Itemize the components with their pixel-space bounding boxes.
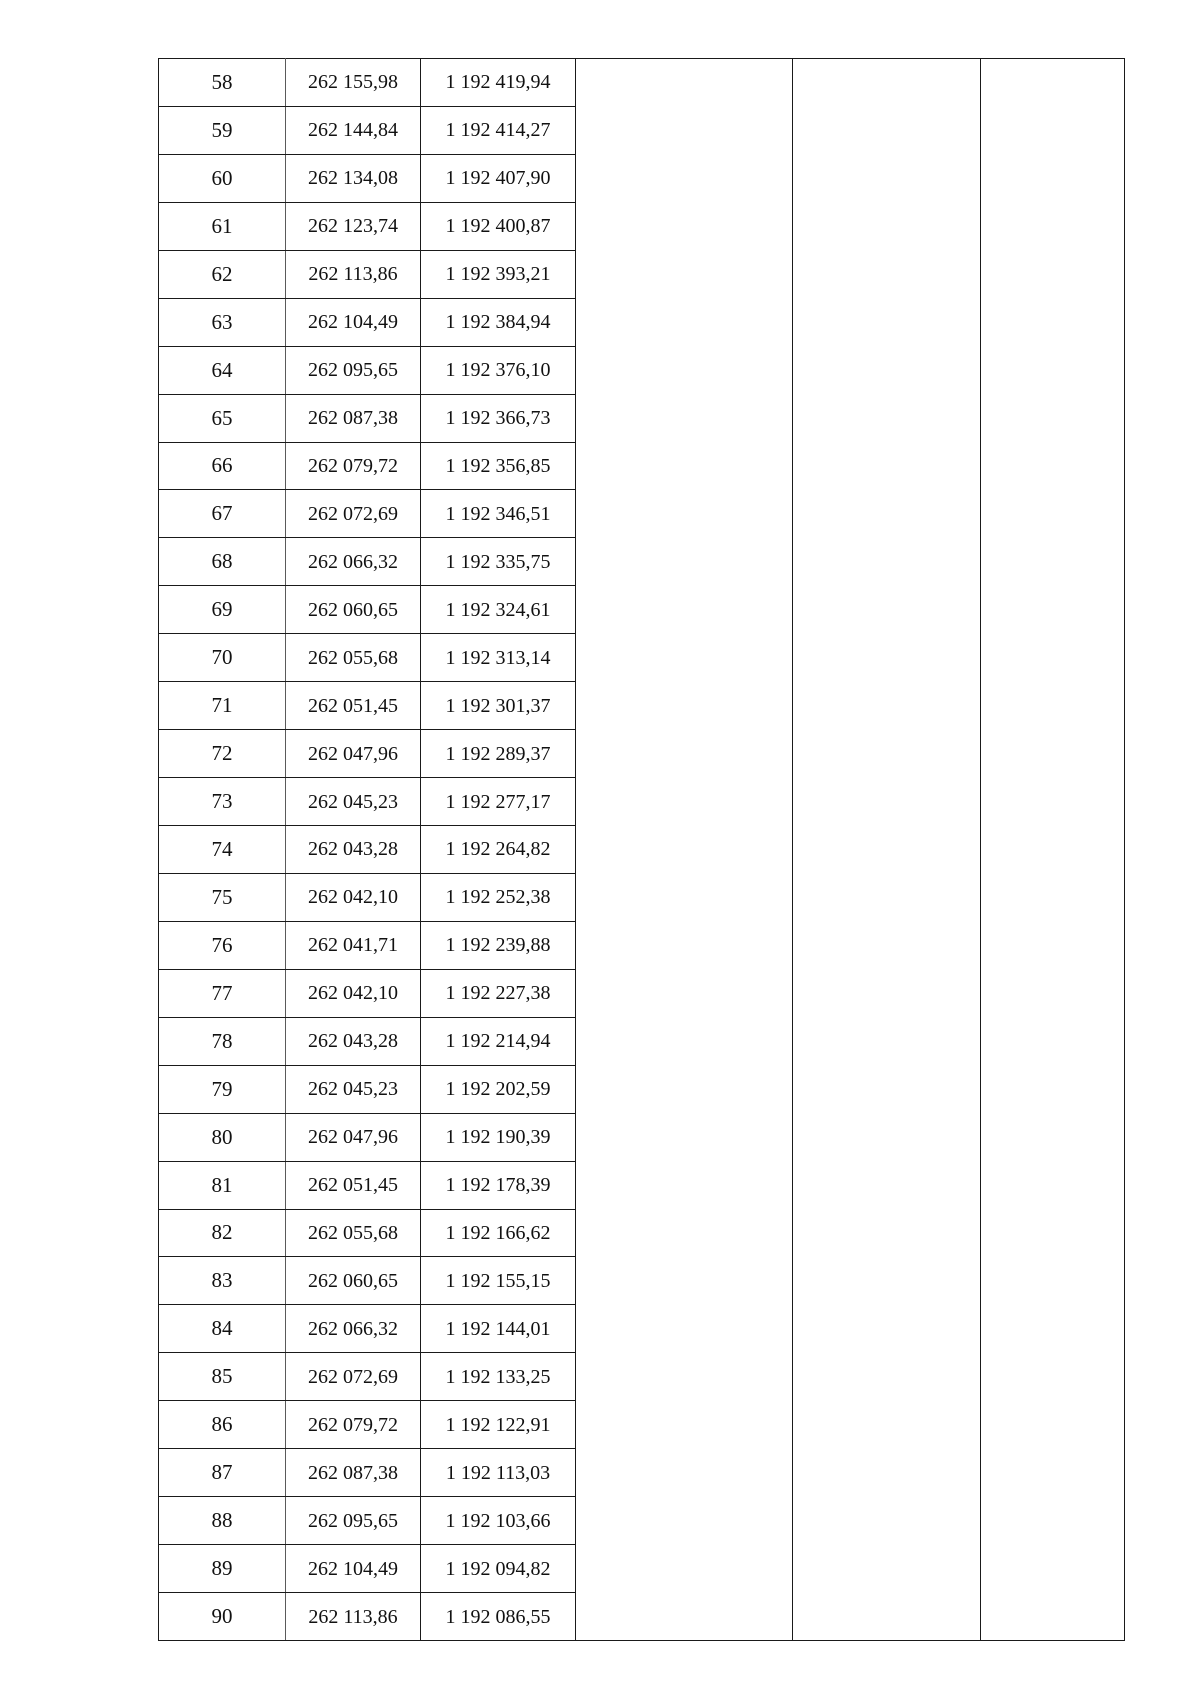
x-coordinate-cell: 262 113,86	[286, 250, 421, 298]
x-coordinate-cell: 262 095,65	[286, 1497, 421, 1545]
empty-cell-col5	[793, 1497, 981, 1545]
point-number-cell: 60	[159, 154, 286, 202]
point-number-cell: 70	[159, 634, 286, 682]
x-coordinate-cell: 262 072,69	[286, 490, 421, 538]
y-coordinate-cell: 1 192 113,03	[421, 1449, 576, 1497]
point-number-cell: 86	[159, 1401, 286, 1449]
coordinates-table	[158, 58, 1125, 1641]
empty-cell-col4	[576, 1497, 793, 1545]
empty-cell-col6	[981, 921, 1125, 969]
x-coordinate-cell: 262 066,32	[286, 538, 421, 586]
y-coordinate-cell: 1 192 103,66	[421, 1497, 576, 1545]
empty-cell-col4	[576, 1017, 793, 1065]
empty-cell-col4	[576, 682, 793, 730]
y-coordinate-cell: 1 192 252,38	[421, 873, 576, 921]
empty-cell-col4	[576, 538, 793, 586]
y-coordinate-cell: 1 192 356,85	[421, 442, 576, 490]
point-number-cell: 69	[159, 586, 286, 634]
empty-cell-col4	[576, 250, 793, 298]
table-row	[159, 1497, 1125, 1545]
empty-cell-col6	[981, 778, 1125, 826]
empty-cell-col6	[981, 1209, 1125, 1257]
point-number-cell: 78	[159, 1017, 286, 1065]
empty-cell-col4	[576, 826, 793, 874]
empty-cell-col4	[576, 442, 793, 490]
x-coordinate-cell: 262 060,65	[286, 1257, 421, 1305]
point-number-cell: 76	[159, 921, 286, 969]
y-coordinate-cell: 1 192 264,82	[421, 826, 576, 874]
point-number-cell: 89	[159, 1545, 286, 1593]
empty-cell-col4	[576, 1065, 793, 1113]
point-number-cell: 74	[159, 826, 286, 874]
y-coordinate-cell: 1 192 155,15	[421, 1257, 576, 1305]
point-number-cell: 73	[159, 778, 286, 826]
empty-cell-col5	[793, 969, 981, 1017]
x-coordinate-cell: 262 079,72	[286, 1401, 421, 1449]
empty-cell-col5	[793, 202, 981, 250]
empty-cell-col5	[793, 346, 981, 394]
empty-cell-col6	[981, 969, 1125, 1017]
y-coordinate-cell: 1 192 133,25	[421, 1353, 576, 1401]
empty-cell-col5	[793, 586, 981, 634]
empty-cell-col6	[981, 59, 1125, 107]
point-number-cell: 82	[159, 1209, 286, 1257]
x-coordinate-cell: 262 051,45	[286, 682, 421, 730]
y-coordinate-cell: 1 192 335,75	[421, 538, 576, 586]
table-row	[159, 921, 1125, 969]
table-row	[159, 1353, 1125, 1401]
table-row	[159, 346, 1125, 394]
empty-cell-col6	[981, 1497, 1125, 1545]
y-coordinate-cell: 1 192 414,27	[421, 106, 576, 154]
y-coordinate-cell: 1 192 277,17	[421, 778, 576, 826]
empty-cell-col5	[793, 921, 981, 969]
y-coordinate-cell: 1 192 324,61	[421, 586, 576, 634]
point-number-cell: 71	[159, 682, 286, 730]
table-row	[159, 1305, 1125, 1353]
x-coordinate-cell: 262 066,32	[286, 1305, 421, 1353]
empty-cell-col6	[981, 394, 1125, 442]
x-coordinate-cell: 262 042,10	[286, 873, 421, 921]
empty-cell-col6	[981, 826, 1125, 874]
table-row	[159, 969, 1125, 1017]
x-coordinate-cell: 262 072,69	[286, 1353, 421, 1401]
y-coordinate-cell: 1 192 086,55	[421, 1593, 576, 1641]
empty-cell-col6	[981, 1545, 1125, 1593]
empty-cell-col6	[981, 298, 1125, 346]
x-coordinate-cell: 262 042,10	[286, 969, 421, 1017]
x-coordinate-cell: 262 047,96	[286, 730, 421, 778]
table-row	[159, 538, 1125, 586]
point-number-cell: 75	[159, 873, 286, 921]
y-coordinate-cell: 1 192 366,73	[421, 394, 576, 442]
empty-cell-col5	[793, 682, 981, 730]
empty-cell-col5	[793, 1113, 981, 1161]
empty-cell-col6	[981, 490, 1125, 538]
x-coordinate-cell: 262 095,65	[286, 346, 421, 394]
table-row	[159, 1593, 1125, 1641]
empty-cell-col4	[576, 106, 793, 154]
empty-cell-col4	[576, 730, 793, 778]
x-coordinate-cell: 262 055,68	[286, 634, 421, 682]
empty-cell-col6	[981, 1401, 1125, 1449]
point-number-cell: 80	[159, 1113, 286, 1161]
y-coordinate-cell: 1 192 393,21	[421, 250, 576, 298]
y-coordinate-cell: 1 192 202,59	[421, 1065, 576, 1113]
empty-cell-col6	[981, 346, 1125, 394]
x-coordinate-cell: 262 144,84	[286, 106, 421, 154]
empty-cell-col4	[576, 298, 793, 346]
coordinates-table-body	[159, 59, 1125, 1641]
x-coordinate-cell: 262 060,65	[286, 586, 421, 634]
point-number-cell: 85	[159, 1353, 286, 1401]
y-coordinate-cell: 1 192 239,88	[421, 921, 576, 969]
point-number-cell: 87	[159, 1449, 286, 1497]
point-number-cell: 63	[159, 298, 286, 346]
point-number-cell: 88	[159, 1497, 286, 1545]
table-row	[159, 250, 1125, 298]
empty-cell-col5	[793, 1401, 981, 1449]
table-row	[159, 59, 1125, 107]
table-row	[159, 682, 1125, 730]
x-coordinate-cell: 262 043,28	[286, 826, 421, 874]
point-number-cell: 83	[159, 1257, 286, 1305]
y-coordinate-cell: 1 192 346,51	[421, 490, 576, 538]
x-coordinate-cell: 262 079,72	[286, 442, 421, 490]
point-number-cell: 72	[159, 730, 286, 778]
y-coordinate-cell: 1 192 190,39	[421, 1113, 576, 1161]
y-coordinate-cell: 1 192 289,37	[421, 730, 576, 778]
empty-cell-col5	[793, 1353, 981, 1401]
table-row	[159, 106, 1125, 154]
empty-cell-col6	[981, 682, 1125, 730]
empty-cell-col4	[576, 1593, 793, 1641]
table-row	[159, 586, 1125, 634]
empty-cell-col5	[793, 1593, 981, 1641]
empty-cell-col5	[793, 730, 981, 778]
empty-cell-col5	[793, 873, 981, 921]
point-number-cell: 61	[159, 202, 286, 250]
empty-cell-col6	[981, 1305, 1125, 1353]
empty-cell-col5	[793, 250, 981, 298]
empty-cell-col6	[981, 873, 1125, 921]
y-coordinate-cell: 1 192 227,38	[421, 969, 576, 1017]
x-coordinate-cell: 262 123,74	[286, 202, 421, 250]
y-coordinate-cell: 1 192 407,90	[421, 154, 576, 202]
y-coordinate-cell: 1 192 384,94	[421, 298, 576, 346]
empty-cell-col5	[793, 1017, 981, 1065]
empty-cell-col4	[576, 921, 793, 969]
point-number-cell: 77	[159, 969, 286, 1017]
x-coordinate-cell: 262 104,49	[286, 1545, 421, 1593]
x-coordinate-cell: 262 043,28	[286, 1017, 421, 1065]
empty-cell-col5	[793, 394, 981, 442]
empty-cell-col4	[576, 634, 793, 682]
empty-cell-col6	[981, 202, 1125, 250]
empty-cell-col6	[981, 1353, 1125, 1401]
x-coordinate-cell: 262 045,23	[286, 1065, 421, 1113]
empty-cell-col6	[981, 1593, 1125, 1641]
empty-cell-col4	[576, 1305, 793, 1353]
table-row	[159, 1113, 1125, 1161]
table-row	[159, 394, 1125, 442]
empty-cell-col5	[793, 1161, 981, 1209]
table-row	[159, 490, 1125, 538]
empty-cell-col5	[793, 1065, 981, 1113]
y-coordinate-cell: 1 192 122,91	[421, 1401, 576, 1449]
empty-cell-col5	[793, 59, 981, 107]
y-coordinate-cell: 1 192 144,01	[421, 1305, 576, 1353]
empty-cell-col6	[981, 1257, 1125, 1305]
table-row	[159, 826, 1125, 874]
table-row	[159, 442, 1125, 490]
x-coordinate-cell: 262 087,38	[286, 1449, 421, 1497]
empty-cell-col4	[576, 1401, 793, 1449]
y-coordinate-cell: 1 192 178,39	[421, 1161, 576, 1209]
table-row	[159, 1449, 1125, 1497]
empty-cell-col4	[576, 394, 793, 442]
empty-cell-col4	[576, 1545, 793, 1593]
empty-cell-col5	[793, 1305, 981, 1353]
empty-cell-col6	[981, 442, 1125, 490]
x-coordinate-cell: 262 041,71	[286, 921, 421, 969]
coordinates-table-container	[158, 58, 1124, 1641]
y-coordinate-cell: 1 192 313,14	[421, 634, 576, 682]
empty-cell-col4	[576, 1113, 793, 1161]
table-row	[159, 1401, 1125, 1449]
empty-cell-col4	[576, 1449, 793, 1497]
empty-cell-col5	[793, 490, 981, 538]
empty-cell-col5	[793, 778, 981, 826]
empty-cell-col4	[576, 346, 793, 394]
empty-cell-col5	[793, 442, 981, 490]
point-number-cell: 65	[159, 394, 286, 442]
y-coordinate-cell: 1 192 376,10	[421, 346, 576, 394]
empty-cell-col4	[576, 1161, 793, 1209]
table-row	[159, 1065, 1125, 1113]
empty-cell-col4	[576, 1209, 793, 1257]
empty-cell-col6	[981, 1449, 1125, 1497]
empty-cell-col6	[981, 1065, 1125, 1113]
empty-cell-col5	[793, 106, 981, 154]
point-number-cell: 81	[159, 1161, 286, 1209]
y-coordinate-cell: 1 192 419,94	[421, 59, 576, 107]
empty-cell-col6	[981, 586, 1125, 634]
x-coordinate-cell: 262 104,49	[286, 298, 421, 346]
empty-cell-col5	[793, 298, 981, 346]
empty-cell-col4	[576, 490, 793, 538]
empty-cell-col4	[576, 1353, 793, 1401]
x-coordinate-cell: 262 055,68	[286, 1209, 421, 1257]
empty-cell-col5	[793, 1449, 981, 1497]
empty-cell-col6	[981, 538, 1125, 586]
point-number-cell: 58	[159, 59, 286, 107]
point-number-cell: 68	[159, 538, 286, 586]
x-coordinate-cell: 262 051,45	[286, 1161, 421, 1209]
empty-cell-col4	[576, 969, 793, 1017]
point-number-cell: 67	[159, 490, 286, 538]
table-row	[159, 730, 1125, 778]
table-row	[159, 1017, 1125, 1065]
point-number-cell: 66	[159, 442, 286, 490]
empty-cell-col6	[981, 1113, 1125, 1161]
table-row	[159, 1545, 1125, 1593]
empty-cell-col6	[981, 154, 1125, 202]
empty-cell-col6	[981, 106, 1125, 154]
x-coordinate-cell: 262 113,86	[286, 1593, 421, 1641]
empty-cell-col4	[576, 1257, 793, 1305]
y-coordinate-cell: 1 192 400,87	[421, 202, 576, 250]
x-coordinate-cell: 262 155,98	[286, 59, 421, 107]
empty-cell-col5	[793, 826, 981, 874]
empty-cell-col5	[793, 1209, 981, 1257]
table-row	[159, 1257, 1125, 1305]
empty-cell-col4	[576, 873, 793, 921]
empty-cell-col4	[576, 586, 793, 634]
empty-cell-col5	[793, 1545, 981, 1593]
empty-cell-col5	[793, 1257, 981, 1305]
point-number-cell: 62	[159, 250, 286, 298]
empty-cell-col6	[981, 1017, 1125, 1065]
empty-cell-col5	[793, 634, 981, 682]
x-coordinate-cell: 262 045,23	[286, 778, 421, 826]
table-row	[159, 298, 1125, 346]
empty-cell-col4	[576, 59, 793, 107]
point-number-cell: 90	[159, 1593, 286, 1641]
empty-cell-col4	[576, 154, 793, 202]
table-row	[159, 154, 1125, 202]
y-coordinate-cell: 1 192 166,62	[421, 1209, 576, 1257]
table-row	[159, 1161, 1125, 1209]
point-number-cell: 84	[159, 1305, 286, 1353]
y-coordinate-cell: 1 192 214,94	[421, 1017, 576, 1065]
point-number-cell: 59	[159, 106, 286, 154]
table-row	[159, 634, 1125, 682]
empty-cell-col6	[981, 250, 1125, 298]
table-row	[159, 202, 1125, 250]
empty-cell-col4	[576, 202, 793, 250]
table-row	[159, 778, 1125, 826]
point-number-cell: 79	[159, 1065, 286, 1113]
empty-cell-col6	[981, 634, 1125, 682]
empty-cell-col6	[981, 1161, 1125, 1209]
x-coordinate-cell: 262 047,96	[286, 1113, 421, 1161]
table-row	[159, 873, 1125, 921]
point-number-cell: 64	[159, 346, 286, 394]
empty-cell-col6	[981, 730, 1125, 778]
x-coordinate-cell: 262 134,08	[286, 154, 421, 202]
empty-cell-col4	[576, 778, 793, 826]
x-coordinate-cell: 262 087,38	[286, 394, 421, 442]
y-coordinate-cell: 1 192 301,37	[421, 682, 576, 730]
table-row	[159, 1209, 1125, 1257]
y-coordinate-cell: 1 192 094,82	[421, 1545, 576, 1593]
empty-cell-col5	[793, 154, 981, 202]
empty-cell-col5	[793, 538, 981, 586]
